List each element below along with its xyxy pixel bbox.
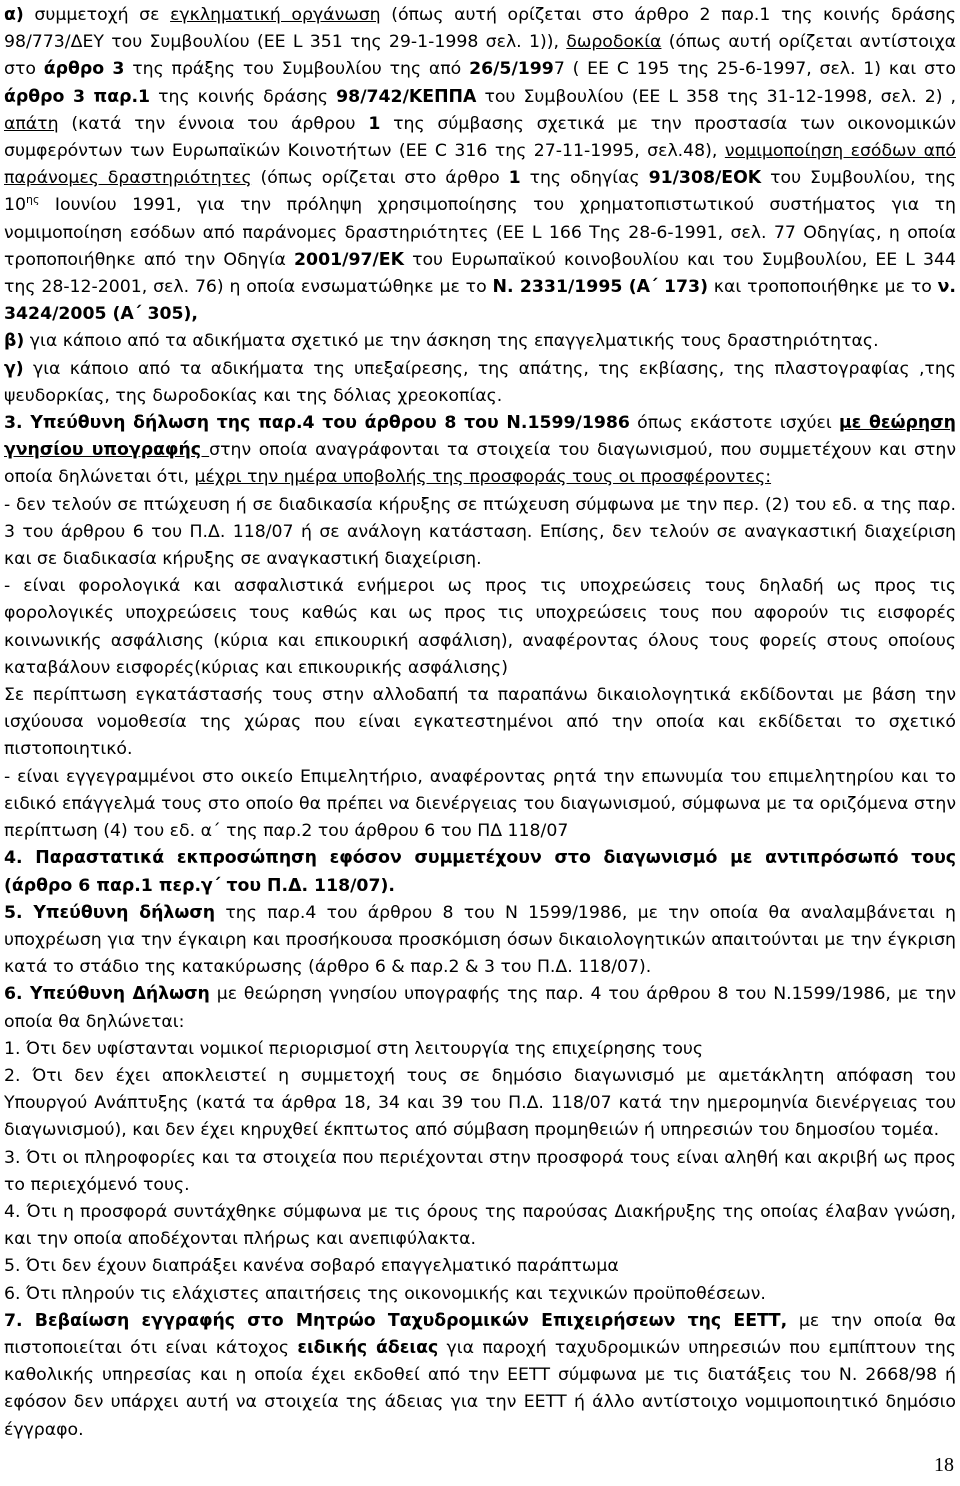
text-segment: της οδηγίας — [520, 168, 649, 189]
paragraph-p18 — [4, 1308, 956, 1444]
text-segment: για κάποιο από τα αδικήματα της υπεξαίρεσης, της απάτης, της εκβίασης, της πλαστογραφίας ,της ψευδορκίας, της δωροδοκίας και της δόλιας χρεοκοπίας. — [4, 358, 956, 406]
paragraph-p7 — [4, 682, 956, 764]
paragraph-p16 — [4, 1253, 956, 1280]
paragraph-p14 — [4, 1145, 956, 1199]
text-segment: με θεώρηση γνησίου υπογραφής — [4, 413, 956, 461]
paragraph-p11 — [4, 981, 956, 1035]
paragraph-p3 — [4, 356, 956, 410]
text-segment: (όπως αυτή ορίζεται στο άρθρο 2 παρ.1 της κοινής δράσης 98/773/ΔΕΥ του Συμβουλίου (ΕΕ L 351 της 29-1-1998 σελ. 1)), — [4, 5, 957, 53]
paragraph-p4 — [4, 410, 956, 492]
text-segment: της σύμβασης σχετικά με την προστασία των οικονομικών συμφερόντων των Ευρωπαϊκών Κοινοτήτων (ΕΕ C 316 της 27-11-1995, σελ.48), — [4, 113, 956, 162]
text-segment: 26/5/199 — [469, 59, 554, 80]
document-body — [4, 2, 956, 1444]
paragraph-p9 — [4, 845, 956, 899]
page-number: 18 — [934, 1454, 954, 1476]
paragraph-p12 — [4, 1036, 956, 1063]
text-segment: 5. Ότι δεν έχουν διαπράξει κανένα σοβαρό επαγγελματικό παράπτωμα — [4, 1256, 619, 1277]
text-segment: απάτη — [4, 113, 59, 134]
paragraph-p17 — [4, 1281, 956, 1308]
text-segment: 5. Υπεύθυνη δήλωση — [4, 902, 216, 923]
text-segment: άρθρο 3 παρ.1 — [4, 86, 151, 107]
text-segment: (όπως ορίζεται στο άρθρο — [251, 168, 509, 189]
text-segment: για κάποιο από τα αδικήματα σχετικό με την άσκηση της επαγγελματικής τους δραστηριότητας. — [24, 331, 879, 352]
paragraph-p13 — [4, 1063, 956, 1145]
text-segment: νομιμοποίηση εσόδων από παράνομες δραστηριότητες — [4, 141, 956, 189]
text-segment: 4. Ότι η προσφορά συντάχθηκε σύμφωνα με τις όρους της παρούσας Διακήρυξης της οποίας έλαβαν γνώση, και την οποία αποδέχονται πλήρως και ανεπιφύλακτα. — [4, 1201, 956, 1250]
text-segment: μέχρι την ημέρα υποβολής της προσφοράς τους οι προσφέροντες: — [194, 467, 772, 488]
text-segment: 1. Ότι δεν υφίστανται νομικοί περιορισμοί στη λειτουργία της επιχείρησης τους — [4, 1038, 704, 1059]
text-segment: ν. 3424/2005 (Α΄ 305), — [4, 277, 956, 325]
text-segment: 6. Ότι πληρούν τις ελάχιστες απαιτήσεις της οικονομικής και τεχνικών προϋποθέσεων. — [4, 1283, 766, 1304]
text-segment: του Ευρωπαϊκού κοινοβουλίου και του Συμβουλίου, ΕΕ L 344 της 28-12-2001, σελ. 76) η οποία ενσωματώθηκε με το — [4, 249, 956, 298]
text-segment: άρθρο 3 — [43, 59, 125, 80]
paragraph-p6 — [4, 573, 956, 682]
text-segment: του Συμβουλίου (ΕΕ L 358 της 31-12-1998, σελ. 2) , — [476, 86, 956, 107]
text-segment: - είναι φορολογικά και ασφαλιστικά ενήμεροι ως προς τις υποχρεώσεις τους δηλαδή ως προς τις φορολογικές υποχρεώσεις τους καθώς και ως προς τις υποχρεώσεις τους που αφορούν τις εισφορές κοινωνικής ασφάλισης (κύρια και επικουρική ασφάλιση), αναφέροντας όλους τους φορείς στους οποίους καταβάλουν εισφορές(κύριας και επικουρικής ασφάλισης) — [4, 576, 956, 678]
text-segment: (όπως αυτή ορίζεται αντίστοιχα στο — [4, 32, 956, 80]
text-segment: ης — [26, 193, 40, 207]
text-segment: 7. Βεβαίωση εγγραφής στο Μητρώο Ταχυδρομικών Επιχειρήσεων της ΕΕΤΤ, — [4, 1310, 788, 1331]
paragraph-p5 — [4, 492, 956, 574]
text-segment: με θεώρηση γνησίου υπογραφής της παρ. 4 του άρθρου 8 του Ν.1599/1986, με την οποία θα δηλώνεται: — [4, 984, 957, 1032]
text-segment: 6. Υπεύθυνη Δήλωση — [4, 984, 210, 1005]
text-segment: συμμετοχή σε — [23, 5, 171, 25]
text-segment: 2001/97/ΕΚ — [294, 249, 404, 270]
paragraph-p2 — [4, 328, 956, 355]
paragraph-p8 — [4, 764, 956, 846]
text-segment: της πράξης του Συμβουλίου της από — [124, 59, 470, 80]
text-segment: 3. Υπεύθυνη δήλωση της παρ.4 του άρθρου 8 του Ν.1599/1986 — [4, 413, 630, 434]
text-segment: 7 ( ΕΕ C 195 της 25-6-1997, σελ. 1) και στο — [553, 59, 956, 80]
text-segment: της κοινής δράσης — [150, 86, 337, 107]
text-segment: ειδικής άδειας — [297, 1337, 439, 1358]
text-segment: της παρ.4 του άρθρου 8 του Ν 1599/1986, με την οποία θα αναλαμβάνεται η υποχρέωση για την έγκαιρη και προσήκουσα προσκόμιση όσων δικαιολογητικών απαιτούνται με την έγκριση κατά το στάδιο της κατακύρωσης (άρθρο 6 & παρ.2 & 3 του Π.Δ. 118/07). — [4, 902, 956, 978]
text-segment: Σε περίπτωση εγκατάστασής τους στην αλλοδαπή τα παραπάνω δικαιολογητικά εκδίδονται με βάση την ισχύουσα νομοθεσία της χώρας που είναι εγκατεστημένοι από την οποία και εκδίδεται το σχετικό πιστοποιητικό. — [4, 685, 956, 760]
text-segment: 4. Παραστατικά εκπροσώπηση εφόσον συμμετέχουν στο διαγωνισμό με αντιπρόσωπό τους (άρθρο 6 παρ.1 περ.γ΄ του Π.Δ. 118/07). — [4, 848, 956, 896]
text-segment: όπως εκάστοτε ισχύει — [629, 413, 839, 434]
text-segment: 3. Ότι οι πληροφορίες και τα στοιχεία που περιέχονται στην προσφορά τους είναι αληθή και ακριβή ως προς το περιεχόμενό τους. — [4, 1147, 956, 1195]
text-segment: - δεν τελούν σε πτώχευση ή σε διαδικασία κήρυξης σε πτώχευση σύμφωνα με την περ. (2) του εδ. α της παρ. 3 του άρθρου 6 του Π.Δ. 118/07 ή σε ανάλογη κατάσταση. Επίσης, δεν τελούν σε αναγκαστική διαχείριση και σε διαδικασία κήρυξης σε αναγκαστική διαχείριση. — [4, 494, 956, 570]
text-segment: για παροχή ταχυδρομικών υπηρεσιών που εμπίπτουν της καθολικής υπηρεσίας και η οποία έχει εκδοθεί από την ΕΕΤΤ σύμφωνα με τις διατάξεις του Ν. 2668/98 ή εφόσον δεν υπάρχει αυτή να στοιχεία της άδειας για την ΕΕΤΤ ή άλλο αντίστοιχο νομιμοποιητικό δημόσιο έγγραφο. — [4, 1337, 956, 1440]
text-segment: Ν. 2331/1995 (Α΄ 173) — [492, 277, 708, 298]
text-segment: α) — [4, 5, 24, 25]
text-segment: δωροδοκία — [566, 32, 662, 53]
text-segment: και τροποποιήθηκε με το — [707, 277, 938, 298]
text-segment: (κατά την έννοια του άρθρου — [58, 113, 369, 134]
text-segment: Ιουνίου 1991, για την πρόληψη χρησιμοποίησης του χρηματοπιστωτικού συστήματος για τη νομιμοποίηση εσόδων από παράνομες δραστηριότητες (ΕΕ L 166 Της 28-6-1991, σελ. 77 Οδηγίας, η οποία τροποποιήθηκε από την Οδηγία — [4, 195, 956, 270]
paragraph-p10 — [4, 900, 956, 982]
text-segment: γ) — [4, 358, 24, 379]
text-segment: 1 — [368, 113, 381, 134]
text-segment: 1 — [508, 168, 521, 189]
text-segment: 2. Ότι δεν έχει αποκλειστεί η συμμετοχή τους σε δημόσιο διαγωνισμό με αμετάκλητη απόφαση του Υπουργού Ανάπτυξης (κατά τα άρθρα 18, 34 και 39 του Π.Δ. 118/07 κατά την ημερομηνία διενέργειας του διαγωνισμού), και δεν έχει κηρυχθεί έκπτωτος από σύμβαση προμηθειών ή υπηρεσιών του δημοσίου τομέα. — [4, 1065, 956, 1141]
paragraph-p1 — [4, 2, 956, 328]
text-segment: β) — [4, 331, 25, 352]
paragraph-p15 — [4, 1199, 956, 1253]
text-segment: στην οποία αναγράφονται τα στοιχεία του διαγωνισμού, που συμμετέχουν και στην οποία δηλώνεται ότι, — [4, 440, 956, 488]
text-segment: 91/308/ΕΟΚ — [648, 168, 762, 189]
text-segment: - είναι εγγεγραμμένοι στο οικείο Επιμελητήριο, αναφέροντας ρητά την επωνυμία του επιμελητηρίου και το ειδικό επάγγελμά τους στο οποίο θα πρέπει να διενέργειας του διαγωνισμού, σύμφωνα με τα οριζόμενα στην περίπτωση (4) του εδ. α΄ της παρ.2 του άρθρου 6 του ΠΔ 118/07 — [4, 766, 956, 842]
text-segment: του Συμβουλίου, της 10 — [4, 168, 957, 216]
text-segment: με την οποία θα πιστοποιείται ότι είναι κάτοχος — [4, 1310, 956, 1358]
text-segment: εγκληματική οργάνωση — [170, 5, 381, 25]
text-segment: 98/742/ΚΕΠΠΑ — [336, 86, 477, 107]
